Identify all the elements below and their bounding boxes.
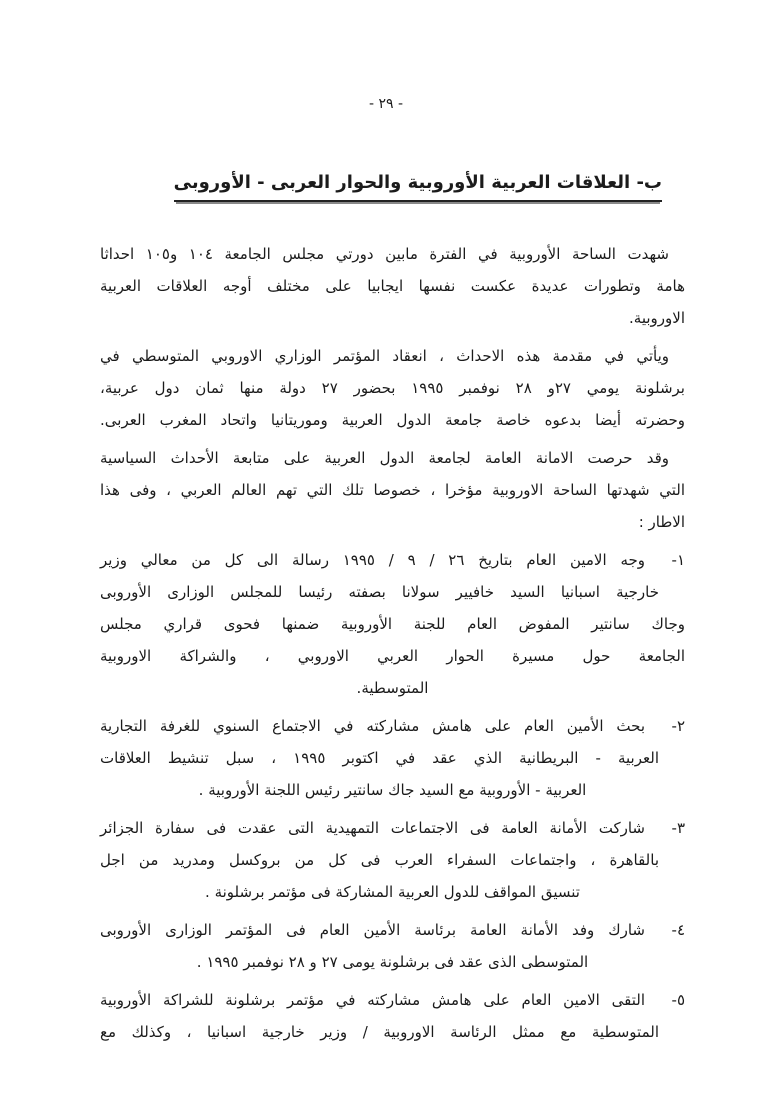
text-line: العربية - البريطانية الذي عقد في اكتوبر ١٩٩٥ ، سبل تنشيط العلاقات bbox=[100, 749, 659, 767]
list-item-first-line bbox=[100, 710, 685, 742]
text-line: بالقاهرة ، واجتماعات السفراء العرب فى كل من بروكسل ومدريد من اجل bbox=[100, 851, 659, 869]
text-line: التي شهدتها الساحة الاوروبية مؤخرا ، خصوصا تلك التي تهم العالم العربي ، وفى هذا bbox=[100, 481, 685, 499]
list-item-first-line bbox=[100, 914, 685, 946]
paragraph bbox=[100, 238, 685, 334]
text-line: شاركت الأمانة العامة فى الاجتماعات التمهيدية التى عقدت فى سفارة الجزائر bbox=[100, 819, 645, 837]
list-marker: ٣- bbox=[671, 819, 685, 837]
page-number: - ٢٩ - bbox=[368, 96, 404, 112]
text-line: العربية - الأوروبية مع السيد جاك سانتير رئيس اللجنة الأوروبية . bbox=[198, 781, 587, 799]
list-marker: ١- bbox=[671, 551, 685, 569]
text-line: وقد حرصت الامانة العامة لجامعة الدول العربية على متابعة الأحداث السياسية bbox=[100, 449, 669, 467]
text-line: تنسيق المواقف للدول العربية المشاركة فى مؤتمر برشلونة . bbox=[205, 883, 580, 901]
text-line: المتوسطية مع ممثل الرئاسة الاوروبية / وزير خارجية اسبانيا ، وكذلك مع bbox=[100, 1023, 659, 1041]
text-line: التقى الامين العام على هامش مشاركته في مؤتمر برشلونة للشراكة الأوروبية bbox=[100, 991, 645, 1009]
text-line: ويأتي في مقدمة هذه الاحداث ، انعقاد المؤتمر الوزاري الاوروبي المتوسطي في bbox=[100, 347, 669, 365]
text-line: المتوسطية. bbox=[356, 679, 429, 697]
list-item bbox=[100, 914, 685, 978]
text-line: بحث الأمين العام على هامش مشاركته في الاجتماع السنوي للغرفة التجارية bbox=[100, 717, 645, 735]
list-marker: ٢- bbox=[671, 717, 685, 735]
page-content bbox=[100, 238, 685, 1054]
list-marker: ٤- bbox=[671, 921, 685, 939]
list-item-first-line bbox=[100, 812, 685, 844]
list-item bbox=[100, 984, 685, 1048]
text-line: المتوسطى الذى عقد فى برشلونة يومى ٢٧ و ٢٨ نوفمبر ١٩٩٥ . bbox=[196, 953, 589, 971]
text-line: الجامعة حول مسيرة الحوار العربي الاوروبي ، والشراكة الاوروبية bbox=[100, 647, 685, 665]
list-item-first-line bbox=[100, 544, 685, 576]
text-line: وجه الامين العام بتاريخ ٢٦ / ٩ / ١٩٩٥ رسالة الى كل من معالي وزير bbox=[100, 551, 645, 569]
text-line: خارجية اسبانيا السيد خافيير سولانا بصفته رئيسا للمجلس الوزارى الأوروبى bbox=[100, 583, 659, 601]
text-line: وحضرته أيضا بدعوه خاصة جامعة الدول العربية وموريتانيا واتحاد المغرب العربى. bbox=[100, 411, 685, 429]
section-heading: ب- العلاقات العربية الأوروبية والحوار العربى - الأوروبى bbox=[174, 170, 662, 202]
text-line: الاطار : bbox=[638, 513, 685, 531]
text-line: شهدت الساحة الأوروبية في الفترة مابين دورتي مجلس الجامعة ١٠٤ و١٠٥ احداثا bbox=[100, 245, 670, 263]
text-line: الاوروبية. bbox=[629, 309, 685, 327]
text-line: وجاك سانتير المفوض العام للجنة الأوروبية ضمنها فحوى قراري مجلس bbox=[100, 615, 685, 633]
list-item bbox=[100, 710, 685, 806]
list-marker: ٥- bbox=[671, 991, 685, 1009]
text-line: هامة وتطورات عديدة عكست نفسها ايجابيا على مختلف أوجه العلاقات العربية bbox=[100, 277, 685, 295]
paragraph bbox=[100, 442, 685, 538]
list-item-first-line bbox=[100, 984, 685, 1016]
list-item bbox=[100, 544, 685, 704]
paragraph bbox=[100, 340, 685, 436]
text-line: برشلونة يومي ٢٧و ٢٨ نوفمبر ١٩٩٥ بحضور ٢٧ دولة منها ثمان دول عربية، bbox=[100, 379, 685, 397]
list-item bbox=[100, 812, 685, 908]
text-line: شارك وفد الأمانة العامة برئاسة الأمين العام فى المؤتمر الوزارى الأوروبى bbox=[100, 921, 645, 939]
